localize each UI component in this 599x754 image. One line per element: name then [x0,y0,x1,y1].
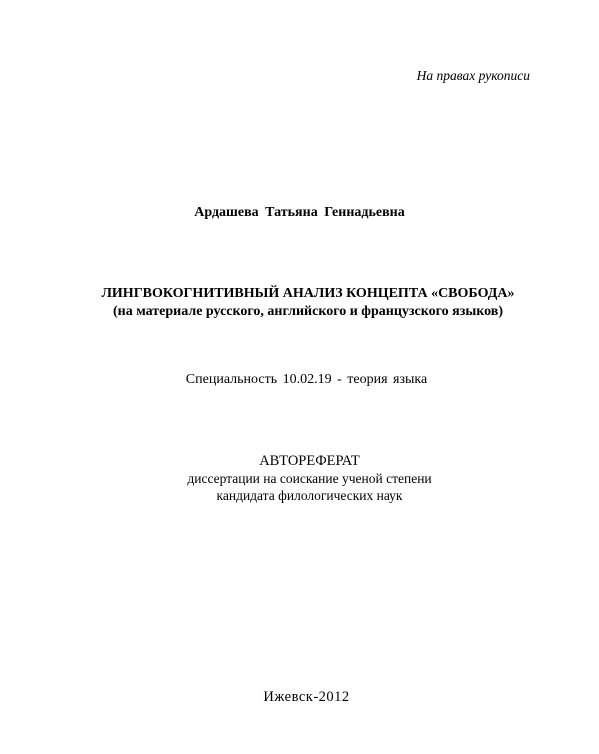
document-purpose: диссертации на соискание ученой степени [187,471,432,486]
place-and-year: Ижевск-2012 [263,689,350,705]
author-name: Ардашева Татьяна Геннадьевна [194,205,405,220]
manuscript-rights-note: На правах рукописи [416,68,530,83]
work-title: ЛИНГВОКОГНИТИВНЫЙ АНАЛИЗ КОНЦЕПТА «СВОБОДА» [101,286,515,301]
document-type-heading: АВТОРЕФЕРАТ [259,453,360,469]
work-subtitle: (на материале русского, английского и французского языков) [112,304,504,319]
academic-degree: кандидата филологических наук [216,488,403,503]
specialty-line: Специальность 10.02.19 - теория языка [185,372,428,387]
